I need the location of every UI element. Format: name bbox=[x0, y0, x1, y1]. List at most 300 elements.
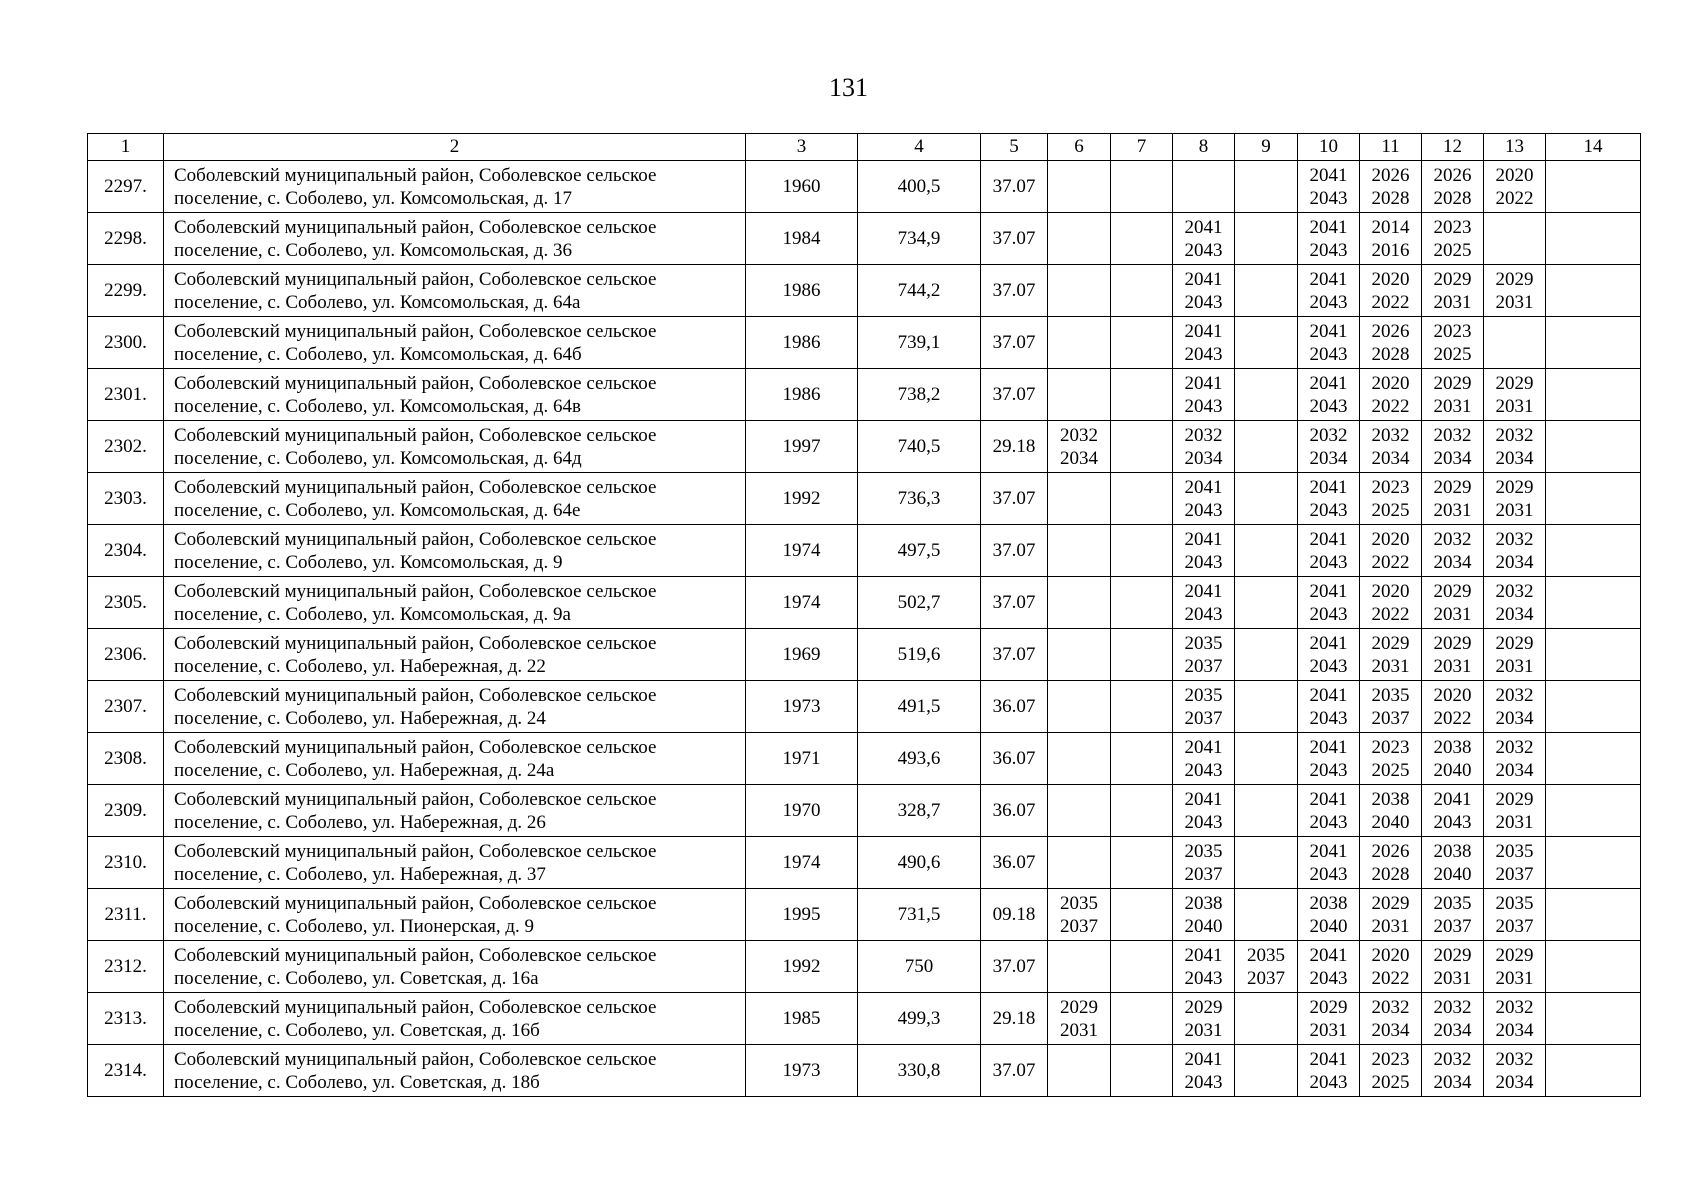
period-cell-col-9 bbox=[1235, 889, 1298, 941]
period-cell-col-9 bbox=[1235, 577, 1298, 629]
column-header-11: 11 bbox=[1360, 134, 1422, 161]
address-cell bbox=[164, 941, 746, 993]
period-year: 2043 bbox=[1309, 343, 1348, 365]
period-cell-col-12 bbox=[1422, 1045, 1484, 1097]
period-year: 2040 bbox=[1371, 811, 1410, 833]
period-year: 2028 bbox=[1371, 863, 1410, 885]
period-cell-col-11 bbox=[1360, 889, 1422, 941]
period-cell-col-8 bbox=[1173, 317, 1235, 369]
period-cell-col-9 bbox=[1235, 317, 1298, 369]
period-year: 2032 bbox=[1309, 424, 1348, 446]
table-row bbox=[88, 1045, 1641, 1097]
address-line: Соболевский муниципальный район, Соболевское сельское bbox=[174, 892, 657, 914]
period-year: 2035 bbox=[1184, 632, 1223, 654]
table-row bbox=[88, 889, 1641, 941]
period-cell-col-12 bbox=[1422, 421, 1484, 473]
area-cell: 739,1 bbox=[858, 317, 981, 369]
code-cell: 37.07 bbox=[981, 1045, 1048, 1097]
period-year: 2029 bbox=[1495, 788, 1534, 810]
period-year: 2031 bbox=[1309, 1019, 1348, 1041]
period-cell-col-9 bbox=[1235, 369, 1298, 421]
address-line: поселение, с. Соболево, ул. Комсомольская, д. 17 bbox=[174, 187, 572, 209]
period-cell-col-8 bbox=[1173, 421, 1235, 473]
period-cell-col-11 bbox=[1360, 473, 1422, 525]
period-year: 2034 bbox=[1495, 759, 1534, 781]
period-year: 2043 bbox=[1309, 551, 1348, 573]
table-row bbox=[88, 421, 1641, 473]
column-header-6: 6 bbox=[1048, 134, 1111, 161]
year-built-cell: 1970 bbox=[746, 785, 858, 837]
area-cell: 519,6 bbox=[858, 629, 981, 681]
period-cell-col-10 bbox=[1298, 993, 1360, 1045]
year-built-cell: 1992 bbox=[746, 941, 858, 993]
period-year: 2032 bbox=[1433, 424, 1472, 446]
empty-cell-col-14 bbox=[1546, 525, 1641, 577]
period-year: 2043 bbox=[1309, 863, 1348, 885]
period-cell-col-6 bbox=[1048, 213, 1111, 265]
address-line: поселение, с. Соболево, ул. Комсомольская, д. 64а bbox=[174, 291, 581, 313]
period-cell-col-13 bbox=[1484, 525, 1546, 577]
period-year: 2037 bbox=[1495, 863, 1534, 885]
period-year: 2034 bbox=[1184, 447, 1223, 469]
code-cell: 29.18 bbox=[981, 421, 1048, 473]
period-cell-col-13 bbox=[1484, 941, 1546, 993]
period-cell-col-8 bbox=[1173, 473, 1235, 525]
address-line: поселение, с. Соболево, ул. Набережная, д. 22 bbox=[174, 655, 546, 677]
period-cell-col-9 bbox=[1235, 993, 1298, 1045]
address-line: поселение, с. Соболево, ул. Советская, д. 16б bbox=[174, 1019, 540, 1041]
address-cell bbox=[164, 213, 746, 265]
period-year: 2037 bbox=[1184, 655, 1223, 677]
period-year: 2035 bbox=[1495, 892, 1534, 914]
period-year: 2037 bbox=[1247, 967, 1285, 989]
address-line: поселение, с. Соболево, ул. Пионерская, д. 9 bbox=[174, 915, 535, 937]
row-number-cell: 2310. bbox=[88, 837, 164, 889]
row-number-cell: 2304. bbox=[88, 525, 164, 577]
year-built-cell: 1974 bbox=[746, 525, 858, 577]
address-cell bbox=[164, 265, 746, 317]
row-number-cell: 2300. bbox=[88, 317, 164, 369]
period-year: 2031 bbox=[1433, 603, 1472, 625]
period-year: 2023 bbox=[1371, 1048, 1410, 1070]
code-cell: 37.07 bbox=[981, 369, 1048, 421]
period-cell-col-10 bbox=[1298, 785, 1360, 837]
period-cell-col-13 bbox=[1484, 577, 1546, 629]
address-line: поселение, с. Соболево, ул. Набережная, д. 24 bbox=[174, 707, 546, 729]
period-cell-col-9 bbox=[1235, 733, 1298, 785]
period-year: 2038 bbox=[1433, 736, 1472, 758]
registry-table bbox=[87, 133, 1641, 1097]
address-cell bbox=[164, 785, 746, 837]
period-cell-col-11 bbox=[1360, 993, 1422, 1045]
period-cell-col-12 bbox=[1422, 733, 1484, 785]
period-year: 2025 bbox=[1371, 759, 1410, 781]
period-cell-col-7 bbox=[1111, 941, 1173, 993]
period-year: 2041 bbox=[1184, 788, 1223, 810]
address-cell bbox=[164, 525, 746, 577]
period-year: 2043 bbox=[1309, 239, 1348, 261]
period-cell-col-12 bbox=[1422, 837, 1484, 889]
period-year: 2041 bbox=[1309, 632, 1348, 654]
address-cell bbox=[164, 421, 746, 473]
period-cell-col-6 bbox=[1048, 889, 1111, 941]
period-cell-col-8 bbox=[1173, 733, 1235, 785]
period-year: 2029 bbox=[1495, 476, 1534, 498]
period-year: 2026 bbox=[1371, 840, 1410, 862]
area-cell: 493,6 bbox=[858, 733, 981, 785]
period-year: 2043 bbox=[1184, 239, 1223, 261]
area-cell: 497,5 bbox=[858, 525, 981, 577]
period-year: 2043 bbox=[1309, 967, 1348, 989]
period-year: 2034 bbox=[1433, 1019, 1472, 1041]
period-year: 2041 bbox=[1309, 944, 1348, 966]
period-year: 2023 bbox=[1433, 216, 1472, 238]
period-cell-col-11 bbox=[1360, 577, 1422, 629]
address-line: Соболевский муниципальный район, Соболевское сельское bbox=[174, 1048, 657, 1070]
period-cell-col-10 bbox=[1298, 733, 1360, 785]
period-cell-col-12 bbox=[1422, 993, 1484, 1045]
period-cell-col-13 bbox=[1484, 473, 1546, 525]
period-year: 2022 bbox=[1371, 395, 1410, 417]
code-cell: 37.07 bbox=[981, 525, 1048, 577]
code-cell: 37.07 bbox=[981, 577, 1048, 629]
empty-cell-col-14 bbox=[1546, 1045, 1641, 1097]
period-cell-col-12 bbox=[1422, 785, 1484, 837]
period-cell-col-11 bbox=[1360, 629, 1422, 681]
period-year: 2020 bbox=[1495, 164, 1534, 186]
period-cell-col-6 bbox=[1048, 733, 1111, 785]
period-year: 2025 bbox=[1433, 239, 1472, 261]
period-year: 2035 bbox=[1060, 892, 1098, 914]
code-cell: 37.07 bbox=[981, 473, 1048, 525]
year-built-cell: 1986 bbox=[746, 317, 858, 369]
period-cell-col-7 bbox=[1111, 629, 1173, 681]
period-cell-col-7 bbox=[1111, 681, 1173, 733]
period-cell-col-9 bbox=[1235, 473, 1298, 525]
code-cell: 29.18 bbox=[981, 993, 1048, 1045]
period-year: 2038 bbox=[1433, 840, 1472, 862]
period-year: 2041 bbox=[1184, 528, 1223, 550]
period-cell-col-12 bbox=[1422, 681, 1484, 733]
period-year: 2031 bbox=[1433, 499, 1472, 521]
period-cell-col-7 bbox=[1111, 317, 1173, 369]
period-cell-col-13 bbox=[1484, 733, 1546, 785]
period-year: 2043 bbox=[1309, 1071, 1348, 1093]
row-number-cell: 2303. bbox=[88, 473, 164, 525]
period-cell-col-6 bbox=[1048, 421, 1111, 473]
area-cell: 736,3 bbox=[858, 473, 981, 525]
year-built-cell: 1992 bbox=[746, 473, 858, 525]
period-year: 2020 bbox=[1371, 944, 1410, 966]
empty-cell-col-14 bbox=[1546, 785, 1641, 837]
period-cell-col-13 bbox=[1484, 785, 1546, 837]
period-year: 2032 bbox=[1495, 684, 1534, 706]
address-line: Соболевский муниципальный район, Соболевское сельское bbox=[174, 996, 657, 1018]
period-year: 2020 bbox=[1433, 684, 1472, 706]
year-built-cell: 1973 bbox=[746, 681, 858, 733]
period-year: 2043 bbox=[1184, 1071, 1223, 1093]
year-built-cell: 1984 bbox=[746, 213, 858, 265]
empty-cell-col-14 bbox=[1546, 317, 1641, 369]
period-year: 2029 bbox=[1433, 632, 1472, 654]
period-cell-col-10 bbox=[1298, 681, 1360, 733]
address-cell bbox=[164, 317, 746, 369]
period-year: 2034 bbox=[1433, 447, 1472, 469]
column-header-9: 9 bbox=[1235, 134, 1298, 161]
period-cell-col-9 bbox=[1235, 629, 1298, 681]
area-cell: 328,7 bbox=[858, 785, 981, 837]
address-cell bbox=[164, 837, 746, 889]
period-cell-col-13 bbox=[1484, 629, 1546, 681]
period-year: 2032 bbox=[1433, 528, 1472, 550]
address-cell bbox=[164, 681, 746, 733]
period-cell-col-12 bbox=[1422, 369, 1484, 421]
code-cell: 09.18 bbox=[981, 889, 1048, 941]
address-line: Соболевский муниципальный район, Соболевское сельское bbox=[174, 840, 657, 862]
period-cell-col-8 bbox=[1173, 681, 1235, 733]
period-cell-col-7 bbox=[1111, 577, 1173, 629]
address-cell bbox=[164, 733, 746, 785]
period-cell-col-12 bbox=[1422, 577, 1484, 629]
period-cell-col-11 bbox=[1360, 733, 1422, 785]
period-cell-col-8 bbox=[1173, 369, 1235, 421]
table-row bbox=[88, 681, 1641, 733]
table-row bbox=[88, 785, 1641, 837]
address-line: поселение, с. Соболево, ул. Советская, д. 18б bbox=[174, 1071, 540, 1093]
period-year: 2032 bbox=[1433, 1048, 1472, 1070]
address-line: Соболевский муниципальный район, Соболевское сельское bbox=[174, 320, 657, 342]
table-row bbox=[88, 525, 1641, 577]
address-line: поселение, с. Соболево, ул. Советская, д. 16а bbox=[174, 967, 539, 989]
code-cell: 36.07 bbox=[981, 733, 1048, 785]
period-cell-col-10 bbox=[1298, 213, 1360, 265]
period-cell-col-9 bbox=[1235, 1045, 1298, 1097]
period-cell-col-12 bbox=[1422, 317, 1484, 369]
period-year: 2041 bbox=[1309, 372, 1348, 394]
period-cell-col-6 bbox=[1048, 369, 1111, 421]
period-cell-col-7 bbox=[1111, 421, 1173, 473]
period-cell-col-7 bbox=[1111, 473, 1173, 525]
year-built-cell: 1960 bbox=[746, 161, 858, 213]
period-cell-col-10 bbox=[1298, 473, 1360, 525]
period-cell-col-13 bbox=[1484, 889, 1546, 941]
period-year: 2031 bbox=[1184, 1019, 1223, 1041]
period-year: 2022 bbox=[1371, 551, 1410, 573]
address-line: поселение, с. Соболево, ул. Комсомольская, д. 36 bbox=[174, 239, 572, 261]
address-cell bbox=[164, 473, 746, 525]
period-cell-col-12 bbox=[1422, 889, 1484, 941]
row-number-cell: 2311. bbox=[88, 889, 164, 941]
period-cell-col-9 bbox=[1235, 785, 1298, 837]
period-cell-col-12 bbox=[1422, 629, 1484, 681]
empty-cell-col-14 bbox=[1546, 733, 1641, 785]
period-year: 2020 bbox=[1371, 268, 1410, 290]
period-cell-col-10 bbox=[1298, 941, 1360, 993]
period-year: 2029 bbox=[1495, 372, 1534, 394]
period-year: 2031 bbox=[1495, 499, 1534, 521]
period-cell-col-12 bbox=[1422, 525, 1484, 577]
address-line: поселение, с. Соболево, ул. Набережная, д. 37 bbox=[174, 863, 546, 885]
address-line: поселение, с. Соболево, ул. Комсомольская, д. 9а bbox=[174, 603, 571, 625]
period-year: 2038 bbox=[1309, 892, 1348, 914]
address-cell bbox=[164, 161, 746, 213]
period-cell-col-6 bbox=[1048, 577, 1111, 629]
period-year: 2022 bbox=[1371, 291, 1410, 313]
period-year: 2034 bbox=[1495, 447, 1534, 469]
period-year: 2043 bbox=[1184, 551, 1223, 573]
period-cell-col-8 bbox=[1173, 1045, 1235, 1097]
column-header-10: 10 bbox=[1298, 134, 1360, 161]
period-year: 2032 bbox=[1371, 424, 1410, 446]
period-cell-col-8 bbox=[1173, 993, 1235, 1045]
year-built-cell: 1985 bbox=[746, 993, 858, 1045]
period-cell-col-8 bbox=[1173, 577, 1235, 629]
period-year: 2032 bbox=[1184, 424, 1223, 446]
period-year: 2035 bbox=[1495, 840, 1534, 862]
period-cell-col-11 bbox=[1360, 1045, 1422, 1097]
table-body bbox=[88, 161, 1641, 1097]
period-cell-col-10 bbox=[1298, 577, 1360, 629]
period-cell-col-6 bbox=[1048, 317, 1111, 369]
period-year: 2038 bbox=[1371, 788, 1410, 810]
address-line: Соболевский муниципальный район, Соболевское сельское bbox=[174, 216, 657, 238]
code-cell: 37.07 bbox=[981, 213, 1048, 265]
period-year: 2029 bbox=[1060, 996, 1098, 1018]
period-cell-col-7 bbox=[1111, 525, 1173, 577]
period-cell-col-8 bbox=[1173, 837, 1235, 889]
address-line: Соболевский муниципальный район, Соболевское сельское bbox=[174, 424, 657, 446]
period-cell-col-12 bbox=[1422, 265, 1484, 317]
period-cell-col-7 bbox=[1111, 837, 1173, 889]
column-header-2: 2 bbox=[164, 134, 746, 161]
period-year: 2043 bbox=[1184, 499, 1223, 521]
empty-cell-col-14 bbox=[1546, 889, 1641, 941]
period-year: 2034 bbox=[1371, 1019, 1410, 1041]
period-cell-col-13 bbox=[1484, 1045, 1546, 1097]
row-number-cell: 2308. bbox=[88, 733, 164, 785]
period-year: 2043 bbox=[1309, 655, 1348, 677]
period-year: 2023 bbox=[1433, 320, 1472, 342]
period-year: 2043 bbox=[1309, 187, 1348, 209]
period-year: 2041 bbox=[1309, 216, 1348, 238]
period-cell-col-8 bbox=[1173, 525, 1235, 577]
code-cell: 36.07 bbox=[981, 681, 1048, 733]
period-year: 2023 bbox=[1371, 736, 1410, 758]
address-line: Соболевский муниципальный район, Соболевское сельское bbox=[174, 528, 657, 550]
period-year: 2034 bbox=[1309, 447, 1348, 469]
period-year: 2032 bbox=[1371, 996, 1410, 1018]
period-year: 2029 bbox=[1433, 268, 1472, 290]
period-cell-col-9 bbox=[1235, 941, 1298, 993]
period-cell-col-13 bbox=[1484, 837, 1546, 889]
year-built-cell: 1974 bbox=[746, 577, 858, 629]
period-cell-col-7 bbox=[1111, 161, 1173, 213]
column-header-3: 3 bbox=[746, 134, 858, 161]
empty-cell-col-14 bbox=[1546, 473, 1641, 525]
period-year: 2031 bbox=[1433, 967, 1472, 989]
period-year: 2043 bbox=[1184, 291, 1223, 313]
empty-cell-col-14 bbox=[1546, 837, 1641, 889]
period-cell-col-11 bbox=[1360, 421, 1422, 473]
period-cell-col-6 bbox=[1048, 993, 1111, 1045]
column-header-14: 14 bbox=[1546, 134, 1641, 161]
period-year: 2029 bbox=[1495, 632, 1534, 654]
period-cell-col-6 bbox=[1048, 161, 1111, 213]
empty-cell-col-14 bbox=[1546, 577, 1641, 629]
address-line: Соболевский муниципальный район, Соболевское сельское bbox=[174, 580, 657, 602]
period-cell-col-9 bbox=[1235, 421, 1298, 473]
period-year: 2029 bbox=[1371, 632, 1410, 654]
period-year: 2043 bbox=[1184, 395, 1223, 417]
address-cell bbox=[164, 629, 746, 681]
period-year: 2016 bbox=[1371, 239, 1410, 261]
code-cell: 36.07 bbox=[981, 837, 1048, 889]
period-year: 2029 bbox=[1495, 268, 1534, 290]
empty-cell-col-14 bbox=[1546, 993, 1641, 1045]
area-cell: 731,5 bbox=[858, 889, 981, 941]
period-year: 2032 bbox=[1495, 424, 1534, 446]
period-year: 2032 bbox=[1495, 580, 1534, 602]
row-number-cell: 2301. bbox=[88, 369, 164, 421]
empty-cell-col-14 bbox=[1546, 629, 1641, 681]
period-year: 2031 bbox=[1495, 811, 1534, 833]
period-year: 2037 bbox=[1060, 915, 1098, 937]
address-line: Соболевский муниципальный район, Соболевское сельское bbox=[174, 788, 657, 810]
year-built-cell: 1973 bbox=[746, 1045, 858, 1097]
period-year: 2034 bbox=[1433, 1071, 1472, 1093]
period-year: 2041 bbox=[1309, 788, 1348, 810]
period-year: 2043 bbox=[1184, 343, 1223, 365]
period-year: 2034 bbox=[1495, 1019, 1534, 1041]
period-year: 2031 bbox=[1433, 655, 1472, 677]
period-year: 2029 bbox=[1371, 892, 1410, 914]
table-row bbox=[88, 733, 1641, 785]
period-year: 2029 bbox=[1433, 580, 1472, 602]
period-cell-col-9 bbox=[1235, 681, 1298, 733]
period-year: 2043 bbox=[1309, 291, 1348, 313]
period-year: 2040 bbox=[1184, 915, 1223, 937]
period-cell-col-6 bbox=[1048, 681, 1111, 733]
period-cell-col-8 bbox=[1173, 161, 1235, 213]
table-row bbox=[88, 265, 1641, 317]
year-built-cell: 1971 bbox=[746, 733, 858, 785]
table-row bbox=[88, 993, 1641, 1045]
period-year: 2020 bbox=[1371, 580, 1410, 602]
address-cell bbox=[164, 889, 746, 941]
period-year: 2031 bbox=[1371, 655, 1410, 677]
period-year: 2041 bbox=[1309, 1048, 1348, 1070]
period-year: 2041 bbox=[1184, 216, 1223, 238]
address-line: поселение, с. Соболево, ул. Комсомольская, д. 9 bbox=[174, 551, 563, 573]
period-cell-col-10 bbox=[1298, 421, 1360, 473]
period-cell-col-7 bbox=[1111, 265, 1173, 317]
column-header-8: 8 bbox=[1173, 134, 1235, 161]
period-year: 2043 bbox=[1309, 603, 1348, 625]
empty-cell-col-14 bbox=[1546, 941, 1641, 993]
period-cell-col-13 bbox=[1484, 161, 1546, 213]
period-cell-col-11 bbox=[1360, 213, 1422, 265]
column-header-5: 5 bbox=[981, 134, 1048, 161]
period-cell-col-7 bbox=[1111, 1045, 1173, 1097]
period-year: 2041 bbox=[1184, 320, 1223, 342]
row-number-cell: 2312. bbox=[88, 941, 164, 993]
period-year: 2025 bbox=[1433, 343, 1472, 365]
period-year: 2041 bbox=[1184, 1048, 1223, 1070]
period-year: 2041 bbox=[1309, 476, 1348, 498]
empty-cell-col-14 bbox=[1546, 265, 1641, 317]
period-year: 2022 bbox=[1371, 603, 1410, 625]
period-cell-col-11 bbox=[1360, 681, 1422, 733]
